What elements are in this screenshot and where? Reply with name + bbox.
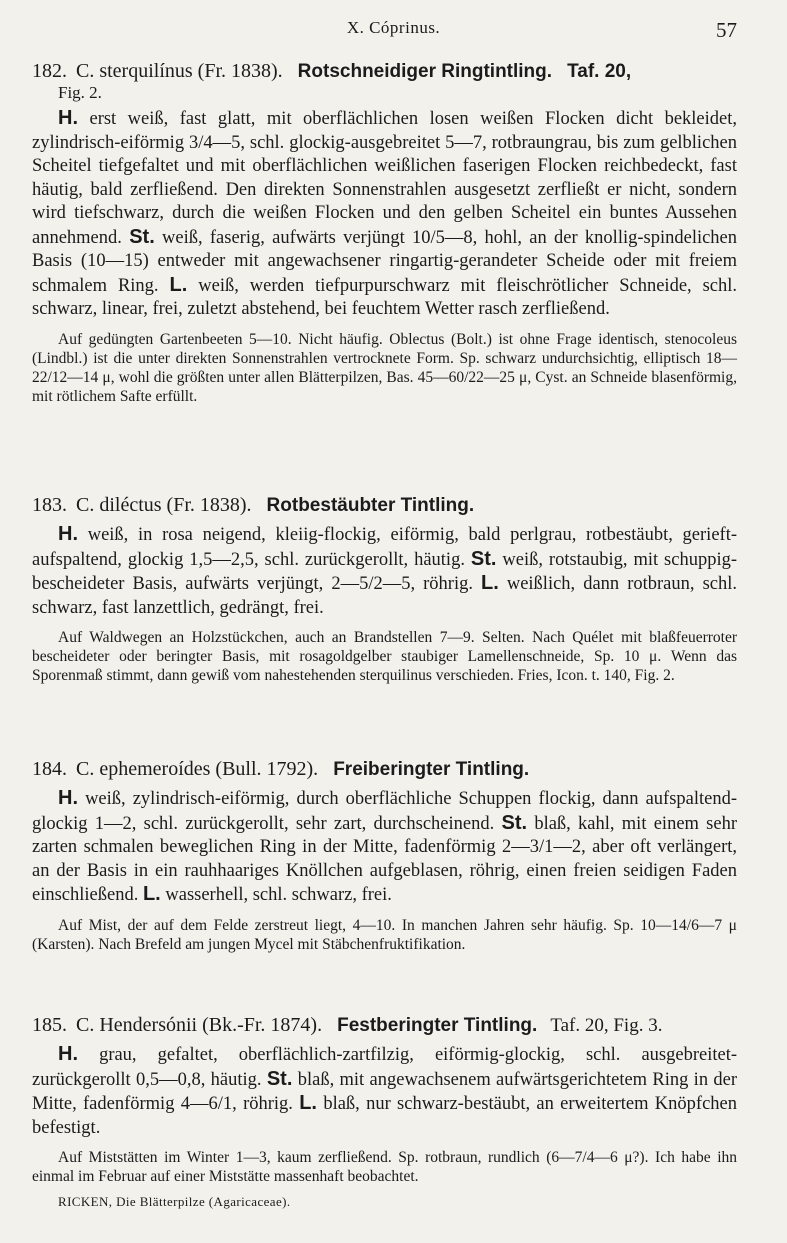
latin-name: C. sterquilínus (Fr. 1838).	[76, 60, 283, 82]
entry-description	[32, 523, 737, 620]
entry-description	[32, 787, 737, 908]
footer-signature: RICKEN, Die Blätterpilze (Agaricaceae).	[58, 1194, 291, 1209]
page-header	[0, 14, 787, 44]
entry-note: Auf Waldwegen an Holzstückchen, auch an Brandstellen 7—9. Selten. Nach Quélet mit blaßfeuerroter bescheideter oder beringter Basis, mit rosagoldgelber staubiger Lamellenschneide, Sp. 10 μ. Wenn das Sporenmaß stimmt, dann gewiß vom nahestehenden sterquilinus verschieden. Fries, Icon. t. 140, Fig. 2.	[32, 629, 737, 684]
latin-name: C. Hendersónii (Bk.-Fr. 1874).	[76, 1014, 323, 1036]
stem-description: weiß, faserig, aufwärts verjüngt 10/5—8, hohl, an der knollig-spindelichen Basis (10—15) entweder mit angewachsener ringartig-gerandeter Scheide oder mit freiem schmalem Ring.	[32, 227, 738, 296]
label-hat: H.	[58, 107, 78, 129]
entry-title	[32, 492, 737, 519]
label-hat: H.	[58, 523, 78, 545]
gills-description: blaß, nur schwarz-bestäubt, an erweitertem Knöpfchen befestigt.	[32, 1094, 738, 1138]
entry-number: 184.	[32, 758, 67, 780]
entry-number: 185.	[32, 1014, 67, 1036]
label-stem: St.	[266, 1067, 293, 1090]
hat-description: weiß, in rosa neigend, kleiig-flockig, eiförmig, bald perlgrau, rotbestäubt, gerieft-aufspaltend, glockig 1,5—2,5, schl. zurückgerollt, häutig.	[32, 525, 737, 570]
page-number: 57	[716, 18, 737, 42]
entry-number: 183.	[32, 494, 67, 516]
label-gills: L.	[169, 273, 188, 296]
entry-note: Auf Miststätten im Winter 1—3, kaum zerfließend. Sp. rotbraun, rundlich (6—7/4—6 μ?). Ich habe ihn einmal im Februar auf einer Miststätte massenhaft beobachtet.	[32, 1149, 737, 1185]
plate-reference: Taf. 20,	[567, 61, 632, 82]
stem-description: weiß, rotstaubig, mit schuppig-bescheideter Basis, aufwärts verjüngt, 2—5/2—5, röhrig.	[32, 549, 738, 594]
plate-reference: Taf. 20, Fig. 3.	[550, 1015, 663, 1036]
german-name: Festberingter Tintling.	[337, 1015, 538, 1036]
species-entry-183	[32, 492, 737, 685]
label-gills: L.	[299, 1092, 317, 1114]
running-title: X. Cóprinus.	[346, 18, 441, 37]
german-name: Rotschneidiger Ringtintling.	[297, 61, 553, 82]
german-name: Rotbestäubter Tintling.	[266, 495, 475, 516]
gills-description: weiß, werden tiefpurpurschwarz mit fleischrötlicher Schneide, schl. schwarz, linear, frei, zuletzt abstehend, bei feuchtem Wetter rasch zerfließend.	[32, 275, 738, 319]
species-entry-184	[32, 756, 737, 954]
entry-note: Auf Mist, der auf dem Felde zerstreut liegt, 4—10. In manchen Jahren sehr häufig. Sp. 10—14/6—7 μ (Karsten). Nach Brefeld am jungen Mycel mit Stäbchenfruktifikation.	[32, 916, 737, 953]
entry-title	[32, 1012, 737, 1039]
gills-description: weißlich, dann rotbraun, schl. schwarz, fast lanzettlich, gedrängt, frei.	[32, 574, 737, 618]
hat-description: erst weiß, fast glatt, mit oberflächlichen losen weißen Flocken dicht bekleidet, zylindrisch-eiförmig 3/4—5, schl. glockig-ausgebreitet 5—7, rotbraungrau, bis zum gelblichen Scheitel tiefgefaltet und mit oberflächlichen weißlichen faserigen Flocken reichbedeckt, fast häutig, bald zerfließend. Den direkten Sonnenstrahlen ausgesetzt zerfließt er nicht, sondern wird tiefschwarz, durch die weißen Flocken und den gelben Scheitel ein buntes Aussehen annehmend.	[32, 109, 737, 248]
figure-reference: Fig. 2.	[58, 83, 102, 102]
latin-name: C. diléctus (Fr. 1838).	[76, 494, 252, 516]
latin-name: C. ephemeroídes (Bull. 1792).	[76, 758, 319, 780]
stem-description: blaß, kahl, mit einem sehr zarten schmalen beweglichen Ring in der Mitte, fadenförmig 2—3/1—2, aber oft verlängert, an der Basis in ein rauhhaariges Knöllchen aufgeblasen, röhrig, einen freien seidigen Faden einschließend.	[32, 813, 738, 905]
label-gills: L.	[142, 883, 161, 905]
german-name: Freiberingter Tintling.	[333, 759, 530, 780]
label-hat: H.	[58, 787, 78, 809]
hat-description: weiß, zylindrisch-eiförmig, durch oberflächliche Schuppen flockig, dann aufspaltend-glockig 1—2, schl. zurückgerollt, sehr zart, durchscheinend.	[32, 789, 738, 834]
label-hat: H.	[58, 1043, 78, 1065]
label-stem: St.	[501, 811, 528, 834]
label-gills: L.	[481, 572, 499, 594]
hat-description: grau, gefaltet, oberflächlich-zartfilzig, eiförmig-glockig, schl. ausgebreitet-zurückgerollt 0,5—0,8, häutig.	[32, 1045, 737, 1090]
label-stem: St.	[470, 547, 497, 570]
stem-description: blaß, mit angewachsenem aufwärtsgerichtetem Ring in der Mitte, fadenförmig 4—6/1, röhrig.	[32, 1069, 738, 1114]
species-entry-182	[32, 58, 737, 406]
species-entry-185	[32, 1012, 737, 1210]
entry-description	[32, 1043, 737, 1140]
entry-note: Auf gedüngten Gartenbeeten 5—10. Nicht häufig. Oblectus (Bolt.) ist ohne Frage identisch, stenocoleus (Lindbl.) ist die unter direkten Sonnenstrahlen vertrocknete Form. Sp. schwarz undurchsichtig, elliptisch 18—22/12—14 μ, wohl die größten unter allen Blätterpilzen, Bas. 45—60/22—25 μ, Cyst. an Schneide blasenförmig, mit rötlichem Safte erfüllt.	[32, 330, 737, 405]
label-stem: St.	[129, 225, 155, 248]
entry-title	[32, 756, 737, 783]
entry-title	[32, 58, 737, 85]
entry-description	[32, 107, 737, 322]
gills-description: wasserhell, schl. schwarz, frei.	[165, 885, 392, 905]
entry-number: 182.	[32, 60, 67, 82]
